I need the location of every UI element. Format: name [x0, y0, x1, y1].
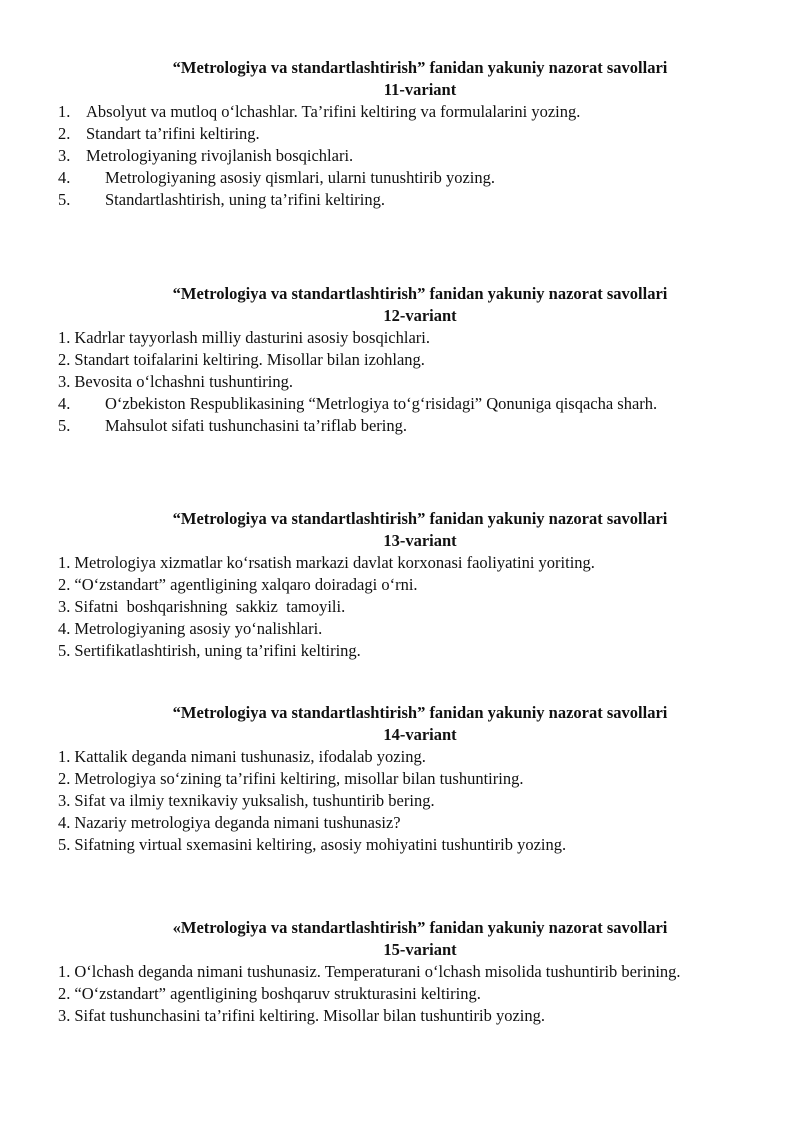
variant-section-15	[58, 917, 748, 1027]
question-number: 2.	[58, 984, 71, 1003]
question-item	[58, 189, 748, 211]
question-item	[58, 961, 708, 983]
question-item	[58, 327, 748, 349]
variant-label: 14-variant	[383, 725, 457, 744]
section-title: “Metrologiya va standartlashtirish” fanidan yakuniy nazorat savollari	[172, 58, 668, 77]
section-title: “Metrologiya va standartlashtirish” fanidan yakuniy nazorat savollari	[172, 284, 668, 303]
question-number: 4.	[58, 394, 71, 413]
question-number: 3.	[58, 146, 71, 165]
question-number: 1.	[58, 328, 71, 347]
question-text: Sifatni boshqarishning sakkiz tamoyili.	[74, 597, 346, 616]
question-item	[58, 349, 748, 371]
question-list	[58, 961, 748, 1027]
question-number: 4.	[58, 813, 71, 832]
question-item	[58, 145, 748, 167]
question-item	[58, 101, 748, 123]
question-text: Metrologiyaning asosiy qismlari, ularni tunushtirib yozing.	[105, 168, 495, 187]
question-number: 4.	[58, 168, 71, 187]
variant-label: 15-variant	[383, 940, 457, 959]
question-number: 2.	[58, 575, 71, 594]
question-number: 2.	[58, 350, 71, 369]
question-text: Metrologiya so‘zining ta’rifini keltiring, misollar bilan tushuntiring.	[74, 769, 524, 788]
question-item	[58, 552, 748, 574]
question-list	[58, 101, 748, 211]
question-text: O‘zbekiston Respublikasining “Metrlogiya to‘g‘risidagi” Qonuniga qisqacha sharh.	[105, 394, 658, 413]
variant-label: 11-variant	[383, 80, 457, 99]
question-text: Metrologiyaning asosiy yo‘nalishlari.	[74, 619, 323, 638]
question-list	[58, 327, 748, 437]
question-number: 2.	[58, 769, 71, 788]
question-item	[58, 123, 748, 145]
question-text: “O‘zstandart” agentligining boshqaruv strukturasini keltiring.	[74, 984, 481, 1003]
question-item	[58, 393, 748, 415]
variant-section-14	[58, 702, 748, 856]
variant-section-11	[58, 57, 748, 211]
question-text: Absolyut va mutloq o‘lchashlar. Ta’rifini keltiring va formulalarini yozing.	[86, 102, 581, 121]
question-number: 1.	[58, 962, 71, 981]
question-number: 5.	[58, 416, 71, 435]
question-item	[58, 415, 748, 437]
question-text: O‘lchash deganda nimani tushunasiz. Temperaturani o‘lchash misolida tushuntirib berining.	[74, 962, 681, 981]
question-text: Sifatning virtual sxemasini keltiring, asosiy mohiyatini tushuntirib yozing.	[74, 835, 567, 854]
question-text: Sifat tushunchasini ta’rifini keltiring. Misollar bilan tushuntirib yozing.	[74, 1006, 546, 1025]
question-list	[58, 552, 748, 662]
question-item	[58, 768, 748, 790]
variant-label: 12-variant	[383, 306, 457, 325]
question-item	[58, 618, 748, 640]
question-number: 5.	[58, 190, 71, 209]
question-item	[58, 1005, 748, 1027]
variant-section-13	[58, 508, 748, 662]
question-text: Bevosita o‘lchashni tushuntiring.	[74, 372, 293, 391]
question-number: 5.	[58, 835, 71, 854]
question-item	[58, 596, 748, 618]
question-text: Kattalik deganda nimani tushunasiz, ifodalab yozing.	[74, 747, 426, 766]
question-text: Nazariy metrologiya deganda nimani tushunasiz?	[74, 813, 401, 832]
question-item	[58, 834, 748, 856]
question-number: 1.	[58, 102, 71, 121]
question-number: 3.	[58, 597, 71, 616]
question-text: Standartlashtirish, uning ta’rifini keltiring.	[105, 190, 385, 209]
question-item	[58, 790, 748, 812]
question-text: Sertifikatlashtirish, uning ta’rifini keltiring.	[74, 641, 361, 660]
question-text: Metrologiya xizmatlar ko‘rsatish markazi davlat korxonasi faoliyatini yoriting.	[74, 553, 595, 572]
section-title: “Metrologiya va standartlashtirish” fanidan yakuniy nazorat savollari	[172, 509, 668, 528]
question-number: 1.	[58, 553, 71, 572]
question-text: “O‘zstandart” agentligining xalqaro doiradagi o‘rni.	[74, 575, 418, 594]
question-text: Sifat va ilmiy texnikaviy yuksalish, tushuntirib bering.	[74, 791, 435, 810]
question-text: Standart toifalarini keltiring. Misollar bilan izohlang.	[74, 350, 425, 369]
question-text: Standart ta’rifini keltiring.	[86, 124, 260, 143]
question-number: 2.	[58, 124, 71, 143]
question-list	[58, 746, 748, 856]
section-title: “Metrologiya va standartlashtirish” fanidan yakuniy nazorat savollari	[172, 703, 668, 722]
question-number: 3.	[58, 372, 71, 391]
section-title: «Metrologiya va standartlashtirish” fanidan yakuniy nazorat savollari	[172, 918, 668, 937]
question-text: Mahsulot sifati tushunchasini ta’riflab bering.	[105, 416, 407, 435]
question-number: 3.	[58, 1006, 71, 1025]
question-item	[58, 746, 748, 768]
question-item	[58, 371, 748, 393]
question-number: 4.	[58, 619, 71, 638]
variant-label: 13-variant	[383, 531, 457, 550]
question-number: 3.	[58, 791, 71, 810]
question-item	[58, 812, 748, 834]
question-item	[58, 574, 748, 596]
question-item	[58, 167, 748, 189]
question-item	[58, 640, 748, 662]
question-text: Metrologiyaning rivojlanish bosqichlari.	[86, 146, 354, 165]
question-text: Kadrlar tayyorlash milliy dasturini asosiy bosqichlari.	[74, 328, 430, 347]
question-number: 1.	[58, 747, 71, 766]
question-number: 5.	[58, 641, 71, 660]
variant-section-12	[58, 283, 748, 437]
question-item	[58, 983, 748, 1005]
